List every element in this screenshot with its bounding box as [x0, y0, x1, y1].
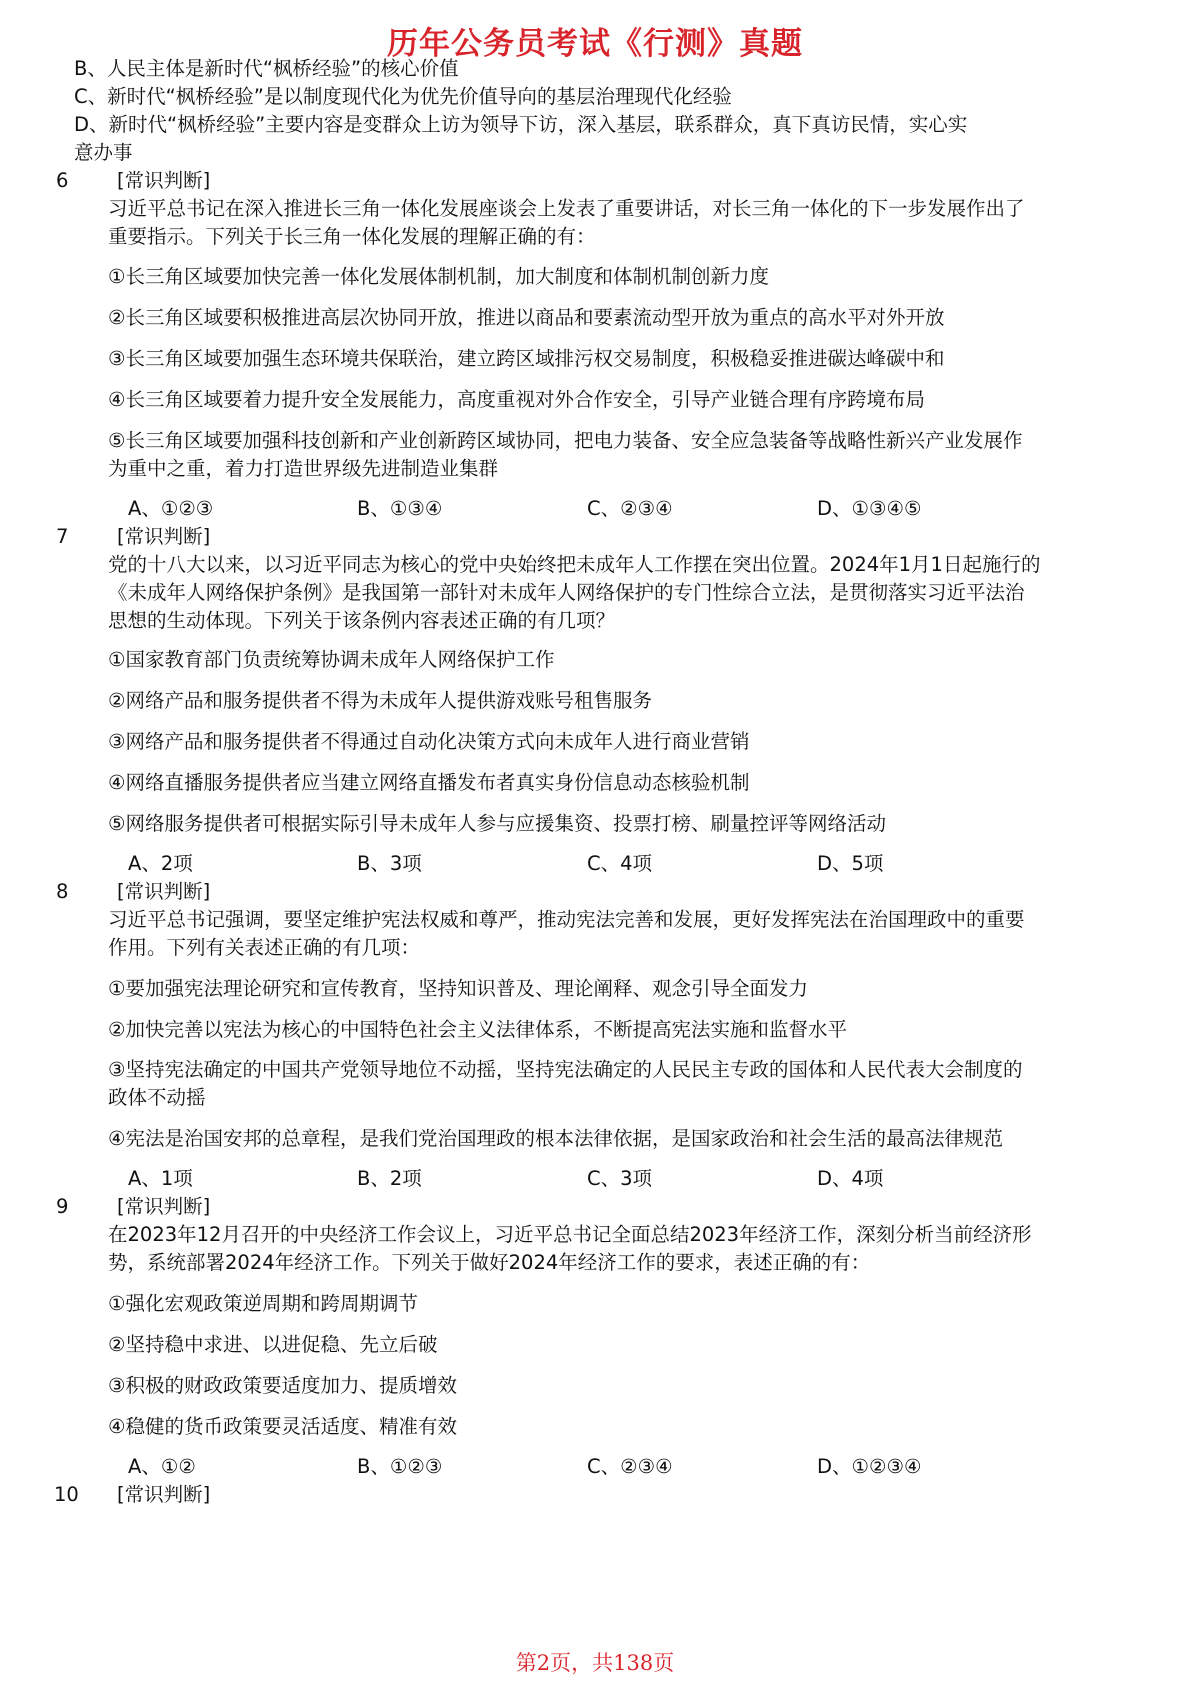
answer-choice-d[interactable]: D、5项: [817, 852, 884, 875]
statement-item: ②坚持稳中求进、以进促稳、先立后破: [108, 1333, 438, 1356]
question-number: 8: [56, 880, 69, 903]
question-number: 10: [54, 1483, 79, 1506]
answer-choice-a[interactable]: A、①②③: [128, 497, 214, 520]
statement-item: ②加快完善以宪法为核心的中国特色社会主义法律体系，不断提高宪法实施和监督水平: [108, 1018, 847, 1041]
answer-choice-d[interactable]: D、4项: [817, 1167, 884, 1190]
answer-choice-b[interactable]: B、2项: [357, 1167, 422, 1190]
answer-choice-b[interactable]: B、①③④: [357, 497, 443, 520]
statement-item: ③网络产品和服务提供者不得通过自动化决策方式向未成年人进行商业营销: [108, 730, 750, 753]
page-number: 第2页，共138页: [515, 1651, 675, 1675]
question-stem: 习近平总书记在深入推进长三角一体化发展座谈会上发表了重要讲话，对长三角一体化的下一步发展作出了: [108, 197, 1025, 220]
answer-choice-b[interactable]: B、3项: [357, 852, 422, 875]
carryover-option: C、新时代“枫桥经验”是以制度现代化为优先价值导向的基层治理现代化经验: [74, 85, 732, 108]
question-stem: 习近平总书记强调，要坚定维护宪法权威和尊严，推动宪法完善和发展，更好发挥宪法在治国理政中的重要: [108, 908, 1025, 931]
page-title: 历年公务员考试《行测》真题: [387, 26, 803, 62]
carryover-option-continued: 意办事: [74, 141, 133, 164]
question-number: 6: [56, 169, 69, 192]
question-number: 9: [56, 1195, 69, 1218]
question-stem: 党的十八大以来，以习近平同志为核心的党中央始终把未成年人工作摆在突出位置。2024年1月1日起施行的: [108, 553, 1041, 576]
statement-item: ⑤长三角区域要加强科技创新和产业创新跨区域协同，把电力装备、安全应急装备等战略性新兴产业发展作: [108, 429, 1023, 452]
question-stem: 作用。下列有关表述正确的有几项：: [108, 936, 421, 959]
question-stem: 思想的生动体现。下列关于该条例内容表述正确的有几项？: [108, 609, 616, 632]
statement-item: ①强化宏观政策逆周期和跨周期调节: [108, 1292, 418, 1315]
statement-item: ①要加强宪法理论研究和宣传教育，坚持知识普及、理论阐释、观念引导全面发力: [108, 977, 808, 1000]
statement-item: ②网络产品和服务提供者不得为未成年人提供游戏账号租售服务: [108, 689, 652, 712]
statement-item: ⑤网络服务提供者可根据实际引导未成年人参与应援集资、投票打榜、刷量控评等网络活动: [108, 812, 886, 835]
statement-item: ④网络直播服务提供者应当建立网络直播发布者真实身份信息动态核验机制: [108, 771, 750, 794]
statement-item: 为重中之重，着力打造世界级先进制造业集群: [108, 457, 499, 480]
statement-item: ①长三角区域要加快完善一体化发展体制机制，加大制度和体制机制创新力度: [108, 265, 769, 288]
question-type: [常识判断]: [117, 1483, 211, 1506]
question-number: 7: [56, 525, 69, 548]
statement-item: ③长三角区域要加强生态环境共保联治，建立跨区域排污权交易制度，积极稳妥推进碳达峰碳中和: [108, 347, 945, 370]
question-stem: 势，系统部署2024年经济工作。下列关于做好2024年经济工作的要求，表述正确的有：: [108, 1251, 871, 1274]
answer-choice-a[interactable]: A、2项: [128, 852, 193, 875]
question-type: [常识判断]: [117, 525, 211, 548]
question-type: [常识判断]: [117, 880, 211, 903]
question-type: [常识判断]: [117, 169, 211, 192]
answer-choice-b[interactable]: B、①②③: [357, 1455, 443, 1478]
statement-item: ③积极的财政政策要适度加力、提质增效: [108, 1374, 457, 1397]
answer-choice-c[interactable]: C、②③④: [587, 1455, 673, 1478]
carryover-option: B、人民主体是新时代“枫桥经验”的核心价值: [74, 57, 459, 80]
answer-choice-c[interactable]: C、3项: [587, 1167, 653, 1190]
answer-choice-c[interactable]: C、4项: [587, 852, 653, 875]
statement-item: ③坚持宪法确定的中国共产党领导地位不动摇，坚持宪法确定的人民民主专政的国体和人民代表大会制度的: [108, 1058, 1023, 1081]
statement-item: 政体不动摇: [108, 1086, 206, 1109]
question-type: [常识判断]: [117, 1195, 211, 1218]
answer-choice-d[interactable]: D、①③④⑤: [817, 497, 922, 520]
statement-item: ①国家教育部门负责统筹协调未成年人网络保护工作: [108, 648, 555, 671]
statement-item: ②长三角区域要积极推进高层次协同开放，推进以商品和要素流动型开放为重点的高水平对外开放: [108, 306, 945, 329]
answer-choice-d[interactable]: D、①②③④: [817, 1455, 922, 1478]
answer-choice-a[interactable]: A、1项: [128, 1167, 193, 1190]
question-stem: 在2023年12月召开的中央经济工作会议上，习近平总书记全面总结2023年经济工作，深刻分析当前经济形: [108, 1223, 1032, 1246]
carryover-option: D、新时代“枫桥经验”主要内容是变群众上访为领导下访，深入基层，联系群众，真下真访民情，实心实: [74, 113, 968, 136]
statement-item: ④稳健的货币政策要灵活适度、精准有效: [108, 1415, 457, 1438]
statement-item: ④长三角区域要着力提升安全发展能力，高度重视对外合作安全，引导产业链合理有序跨境布局: [108, 388, 925, 411]
answer-choice-c[interactable]: C、②③④: [587, 497, 673, 520]
question-stem: 《未成年人网络保护条例》是我国第一部针对未成年人网络保护的专门性综合立法，是贯彻落实习近平法治: [108, 581, 1025, 604]
question-stem: 重要指示。下列关于长三角一体化发展的理解正确的有：: [108, 225, 596, 248]
statement-item: ④宪法是治国安邦的总章程，是我们党治国理政的根本法律依据，是国家政治和社会生活的最高法律规范: [108, 1127, 1003, 1150]
answer-choice-a[interactable]: A、①②: [128, 1455, 196, 1478]
